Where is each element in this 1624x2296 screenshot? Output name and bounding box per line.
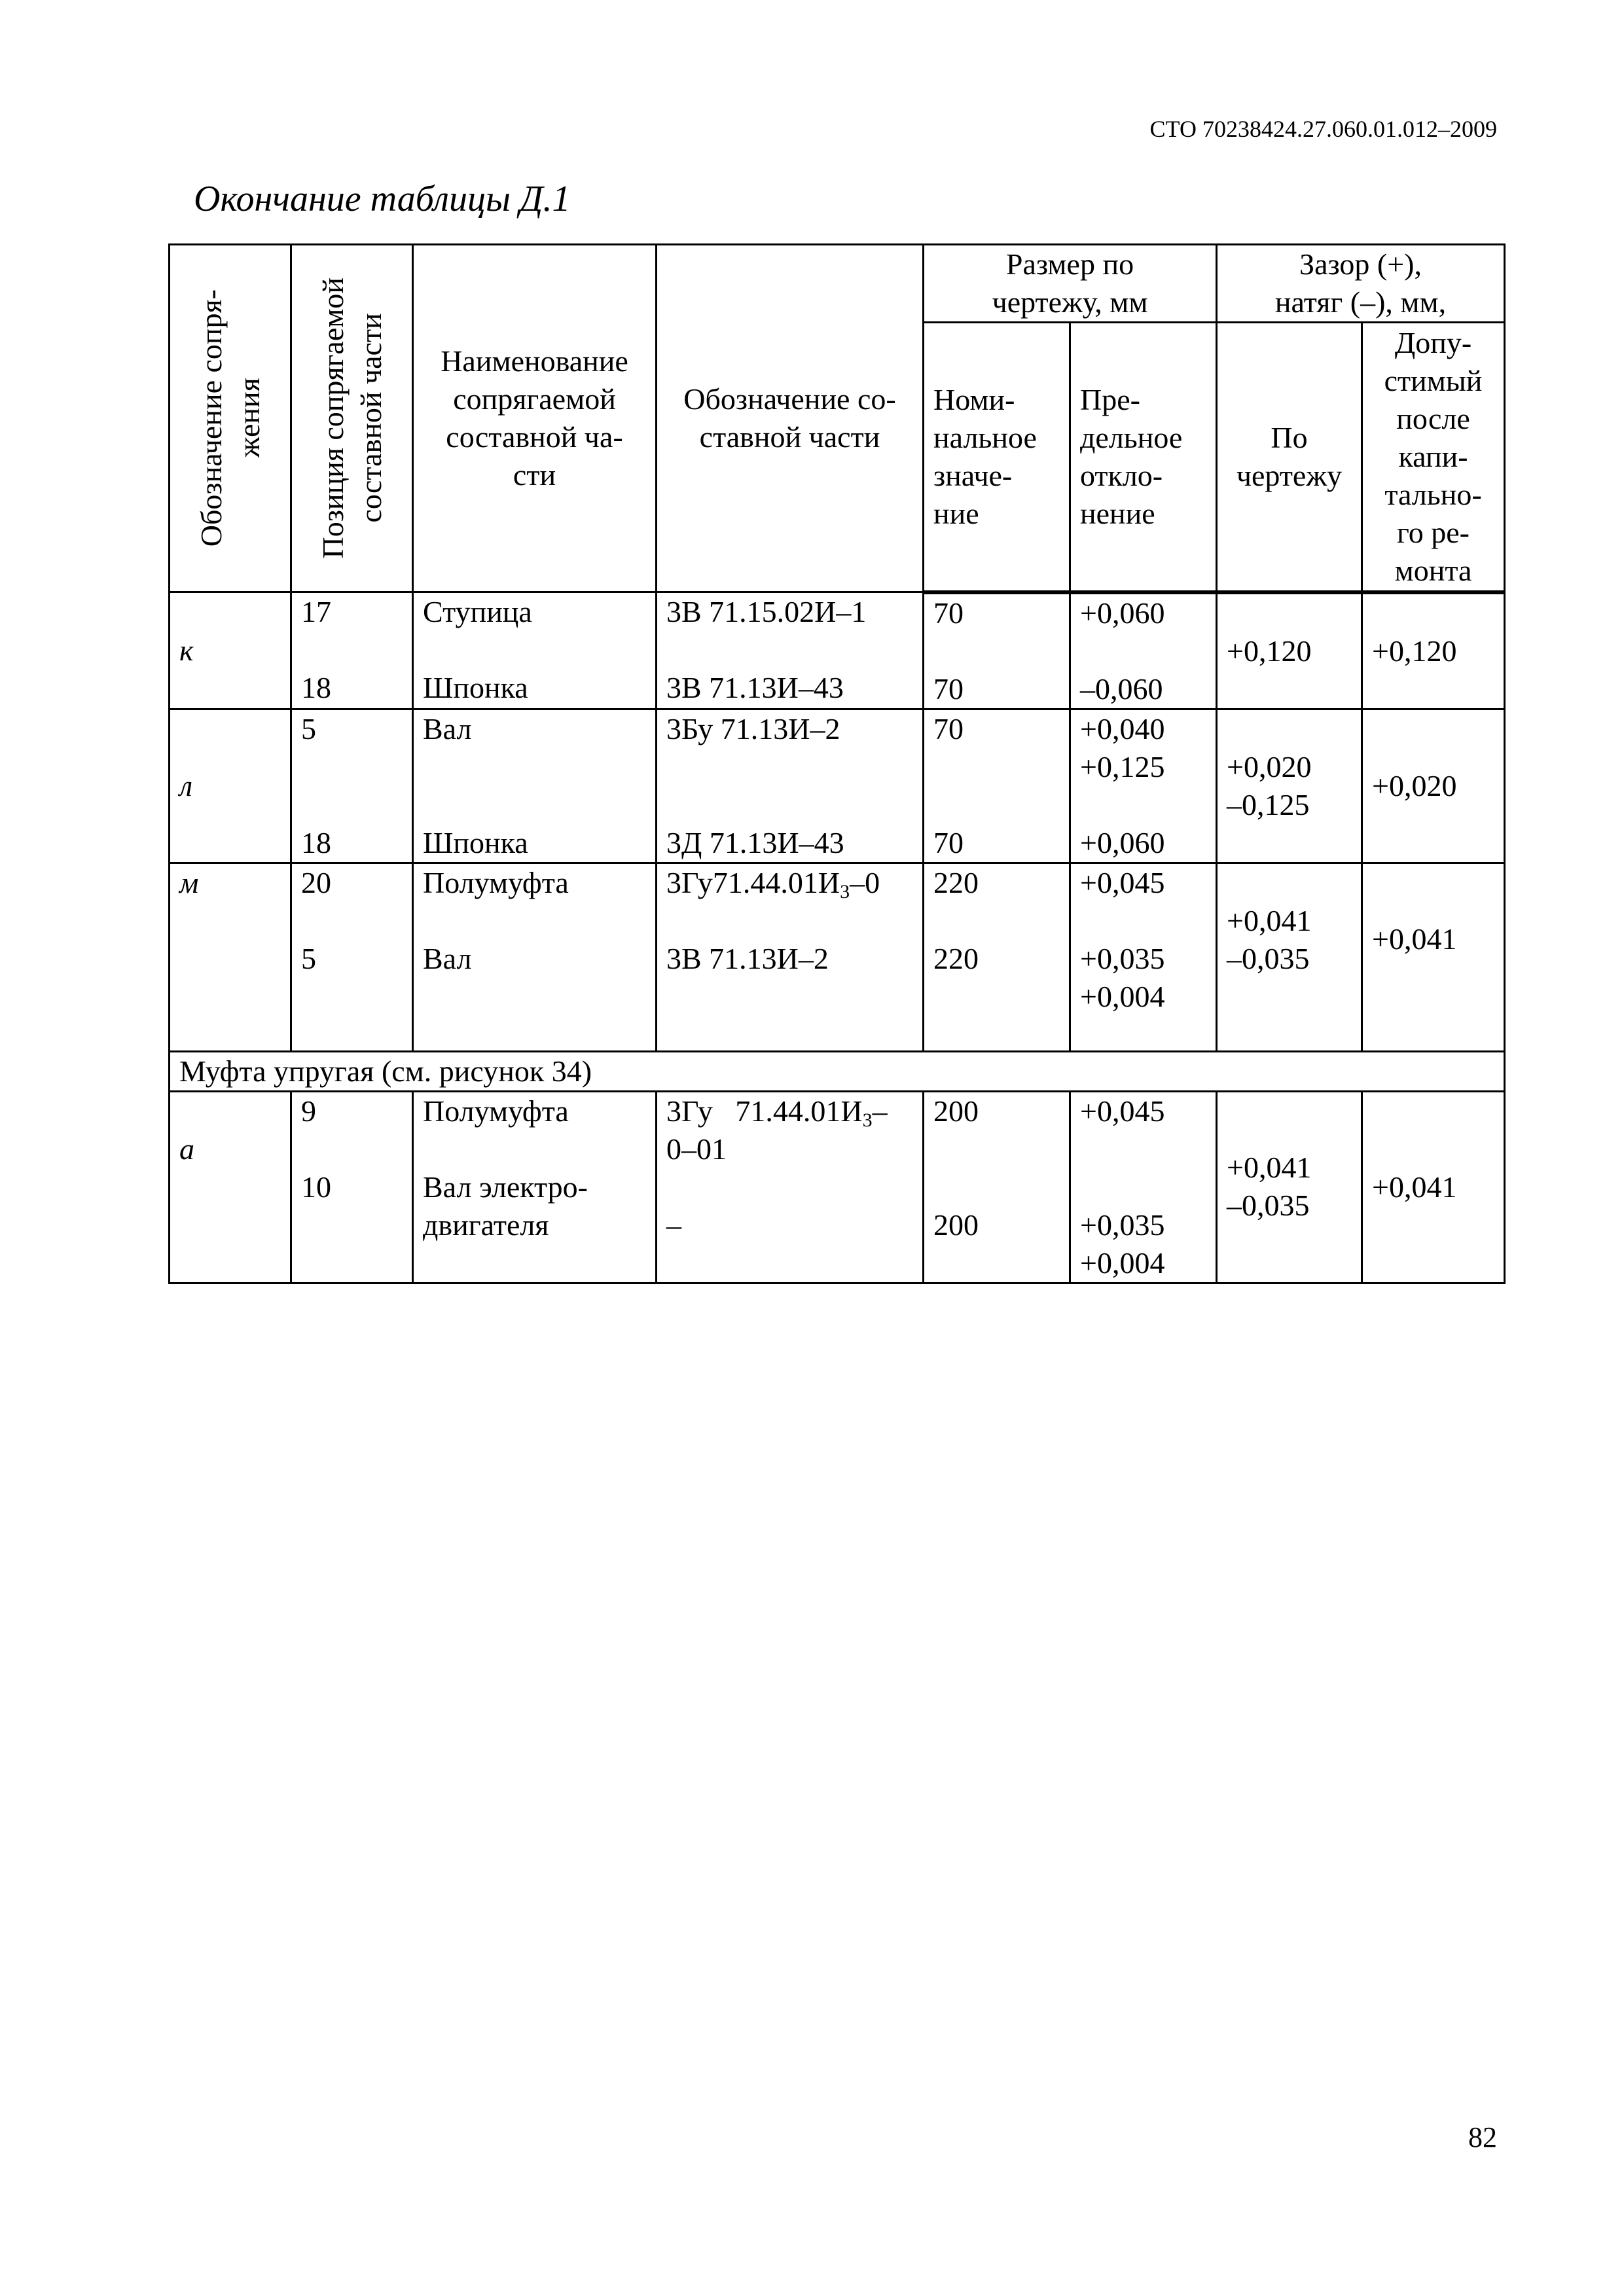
allowed-cell: +0,041 — [1362, 1091, 1505, 1283]
designation-cell: 3Гу $71.44.01И_3-$ 0–01 – — [657, 1091, 924, 1283]
header-mate-designation: Обозначение сопря- жения — [170, 245, 291, 592]
header-limit-deviation: Пре- дельное откло- нение — [1070, 323, 1217, 592]
deviation-cell: +0,040 +0,125 +0,060 — [1070, 709, 1217, 863]
name-cell: Полумуфта Вал электро- двигателя — [413, 1091, 657, 1283]
allowed-cell: +0,120 — [1362, 592, 1505, 709]
table-row — [170, 592, 1505, 709]
deviation-cell: +0,060 –0,060 — [1070, 592, 1217, 709]
header-nominal: Номи- нальное значе- ние — [924, 323, 1070, 592]
header-allowed-after-repair: Допу- стимый после капи- тально- го ре- монта — [1362, 323, 1505, 592]
per-drawing-cell: +0,120 — [1217, 592, 1362, 709]
name-cell: Вал Шпонка — [413, 709, 657, 863]
table-row — [170, 863, 1505, 1051]
section-title: Муфта упругая (см. рисунок 34) — [170, 1051, 1505, 1091]
header-row-1 — [170, 245, 1505, 323]
section-row — [170, 1051, 1505, 1091]
nominal-cell: 220 220 — [924, 863, 1070, 1051]
designation-cell: 3Бу 71.13И–2 3Д 71.13И–43 — [657, 709, 924, 863]
designation-cell: 3В 71.15.02И–1 3В 71.13И–43 — [657, 592, 924, 709]
per-drawing-cell: +0,041 –0,035 — [1217, 1091, 1362, 1283]
allowed-cell: +0,020 — [1362, 709, 1505, 863]
mate-cell: к — [170, 592, 291, 709]
deviation-cell: +0,045 +0,035 +0,004 — [1070, 1091, 1217, 1283]
name-cell: Полумуфта Вал — [413, 863, 657, 1051]
mate-cell: а — [170, 1091, 291, 1283]
nominal-cell: 70 70 — [924, 709, 1070, 863]
nominal-cell: 200 200 — [924, 1091, 1070, 1283]
deviation-cell: +0,045 +0,035 +0,004 — [1070, 863, 1217, 1051]
position-cell: 20 5 — [291, 863, 413, 1051]
table-row — [170, 709, 1505, 863]
allowed-cell: +0,041 — [1362, 863, 1505, 1051]
header-part-position: Позиция сопрягаемой составной части — [291, 245, 413, 592]
data-table — [168, 243, 1506, 1284]
table-row — [170, 1091, 1505, 1283]
header-part-name: Наименование сопрягаемой составной ча- сти — [413, 245, 657, 592]
position-cell: 9 10 — [291, 1091, 413, 1283]
name-cell: Ступица Шпонка — [413, 592, 657, 709]
header-part-designation: Обозначение со- ставной части — [657, 245, 924, 592]
mate-cell: м — [170, 863, 291, 1051]
header-clearance: Зазор (+), натяг (–), мм, — [1217, 245, 1505, 323]
mate-cell: л — [170, 709, 291, 863]
header-drawing-size: Размер по чертежу, мм — [924, 245, 1217, 323]
document-code: СТО 70238424.27.060.01.012–2009 — [1149, 116, 1497, 142]
per-drawing-cell: +0,041 –0,035 — [1217, 863, 1362, 1051]
table-caption: Окончание таблицы Д.1 — [194, 179, 571, 219]
position-cell: 17 18 — [291, 592, 413, 709]
position-cell: 5 18 — [291, 709, 413, 863]
designation-cell: $3Гу71.44.01И_3-0$ 3В 71.13И–2 — [657, 863, 924, 1051]
per-drawing-cell: +0,020 –0,125 — [1217, 709, 1362, 863]
header-per-drawing: По чертежу — [1217, 323, 1362, 592]
page-number: 82 — [1468, 2121, 1497, 2153]
nominal-cell: 70 70 — [924, 592, 1070, 709]
